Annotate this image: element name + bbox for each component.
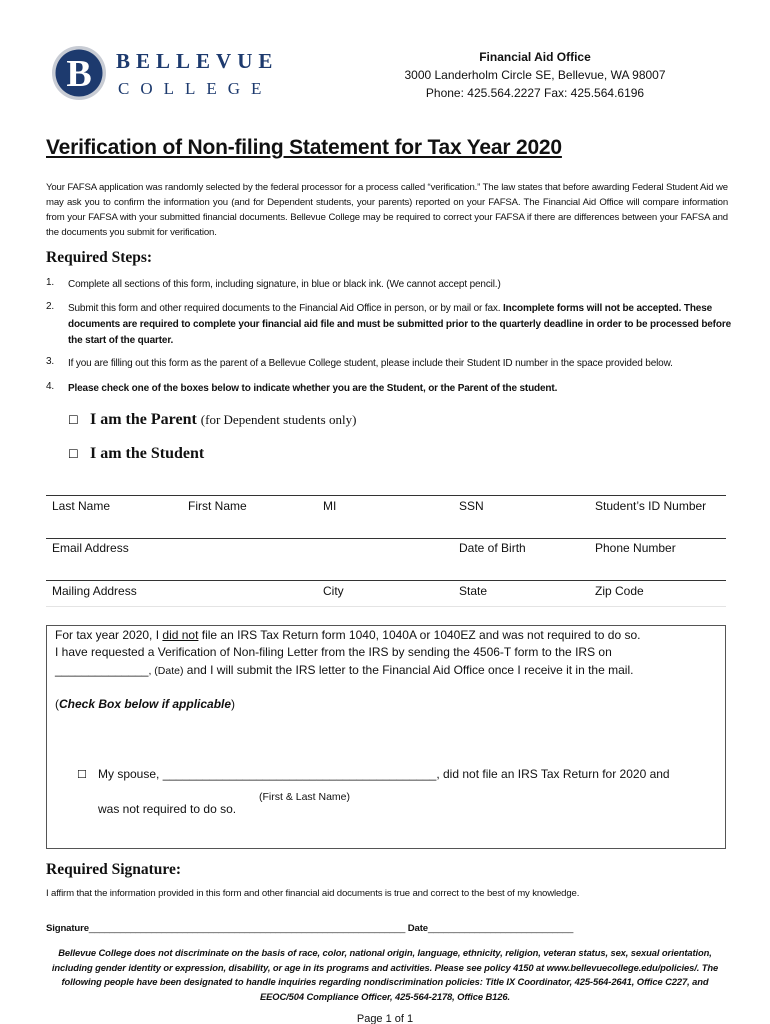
divider (46, 495, 726, 496)
parent-label: I am the Parent (90, 411, 197, 428)
spouse-line-end: was not required to do so. (98, 802, 237, 816)
student-id-field[interactable]: Student’s ID Number (595, 499, 707, 513)
did-not-text: did not (162, 628, 199, 642)
signature-line (46, 923, 573, 934)
step-number: 2. (46, 301, 55, 312)
office-name: Financial Aid Office (479, 50, 591, 64)
step-text: Submit this form and other required documents to the Financial Aid Office in person, or by mail or fax. (68, 303, 501, 314)
divider (46, 580, 726, 581)
signature-date-blank[interactable]: ____________________________ (427, 923, 574, 934)
parent-note: (for Dependent students only) (200, 412, 357, 427)
dob-field[interactable]: Date of Birth (459, 541, 526, 555)
mailing-address-field[interactable]: Mailing Address (52, 584, 137, 598)
spouse-line: ☐ My spouse, _________________________________________, did not file an IRS Tax Return for 2020 and (77, 767, 670, 781)
signature-blank[interactable]: _____________________________________________________________ (88, 923, 406, 934)
parent-checkbox[interactable]: ☐ (68, 413, 79, 427)
logo-letter: B (66, 53, 92, 95)
signature-label: Signature (46, 923, 89, 934)
page-title: Verification of Non-filing Statement for Tax Year 2020 (46, 136, 562, 159)
date-label: Date (405, 923, 428, 934)
statement-line-2: I have requested a Verification of Non-filing Letter from the IRS by sending the 4506-T form to the IRS on (55, 645, 612, 659)
divider (46, 606, 726, 607)
page-number: Page 1 of 1 (356, 1013, 414, 1024)
intro-paragraph: Your FAFSA application was randomly selected by the federal processor for a process called “verification.” The law states that before awarding Federal Student Aid we may ask you to confirm the information you (and for Dependent students, your parents) reported on your FAFSA. The Financial Aid Office will compare information from your FAFSA with your submitted financial documents. Bellevue College may be required to correct your FAFSA if there are differences between your FAFSA and the documents you submit for verification. (46, 182, 728, 238)
step-bold-text: Incomplete forms will not be accepted. These documents are required to complete your financial aid file and must be submitted prior to the quarterly deadline in order to be processed before the start of the quarter. (68, 303, 731, 346)
affirmation-text: I affirm that the information provided in this form and other financial aid documents is true and correct to the best of my knowledge. (46, 888, 580, 899)
spouse-hint: (First & Last Name) (259, 791, 351, 803)
logo-line2: COLLEGE (118, 79, 273, 98)
spouse-checkbox[interactable]: ☐ (77, 768, 87, 781)
state-field[interactable]: State (459, 584, 488, 598)
steps-heading: Required Steps: (46, 249, 153, 266)
city-field[interactable]: City (323, 584, 344, 598)
ssn-field[interactable]: SSN (459, 499, 484, 513)
zip-field[interactable]: Zip Code (595, 584, 644, 598)
logo-line1: BELLEVUE (116, 49, 279, 73)
college-logo (52, 44, 292, 102)
office-phone: Phone: 425.564.2227 Fax: 425.564.6196 (425, 86, 645, 100)
statement-line-1: For tax year 2020, I did not file an IRS Tax Return form 1040, 1040A or 1040EZ and was not required to do so. (55, 628, 641, 642)
step-number: 4. (46, 381, 55, 392)
phone-field[interactable]: Phone Number (595, 541, 676, 555)
office-address: 3000 Landerholm Circle SE, Bellevue, WA 98007 (404, 68, 666, 82)
statement-line-3: ______________, (Date) and I will submit the IRS letter to the Financial Aid Office once I receive it in the mail. (55, 663, 634, 677)
step-bold-text: Please check one of the boxes below to indicate whether you are the Student, or the Parent of the student. (68, 383, 558, 394)
check-instruction: (Check Box below if applicable) (55, 697, 236, 711)
date-blank[interactable]: ______________ (55, 663, 149, 677)
divider (46, 538, 726, 539)
nondiscrimination-notice: Bellevue College does not discriminate on the basis of race, color, national origin, language, ethnicity, religion, veteran status, sex, sexual orientation, including gender identity or expression, disability, or age in its programs and activities. Please see policy 4150 at www.bellevuecollege.edu/policies/. The following people have been designated to handle inquiries regarding nondiscrimination policies: Title IX Coordinator, 425-564-2641, Office C227, and EEOC/504 Compliance Officer, 425-564-2178, Office B126. (51, 947, 719, 1002)
signature-heading: Required Signature: (46, 861, 182, 878)
step-number: 1. (46, 277, 55, 288)
nonfiling-statement-box (46, 625, 726, 849)
step-number: 3. (46, 356, 55, 367)
last-name-field[interactable]: Last Name (52, 499, 111, 513)
student-label: I am the Student (90, 445, 205, 462)
office-info (390, 48, 680, 102)
student-checkbox[interactable]: ☐ (68, 447, 79, 461)
parent-option[interactable] (68, 411, 356, 429)
email-field[interactable]: Email Address (52, 541, 129, 555)
mi-field[interactable]: MI (323, 499, 337, 513)
step-text: If you are filling out this form as the parent of a Bellevue College student, please include their Student ID number in the space provided below. (68, 358, 673, 369)
step-text: Complete all sections of this form, including signature, in blue or black ink. (We cannot accept pencil.) (68, 279, 501, 290)
first-name-field[interactable]: First Name (188, 499, 247, 513)
spouse-name-blank[interactable]: _________________________________________ (162, 767, 437, 781)
student-option[interactable] (68, 445, 204, 463)
